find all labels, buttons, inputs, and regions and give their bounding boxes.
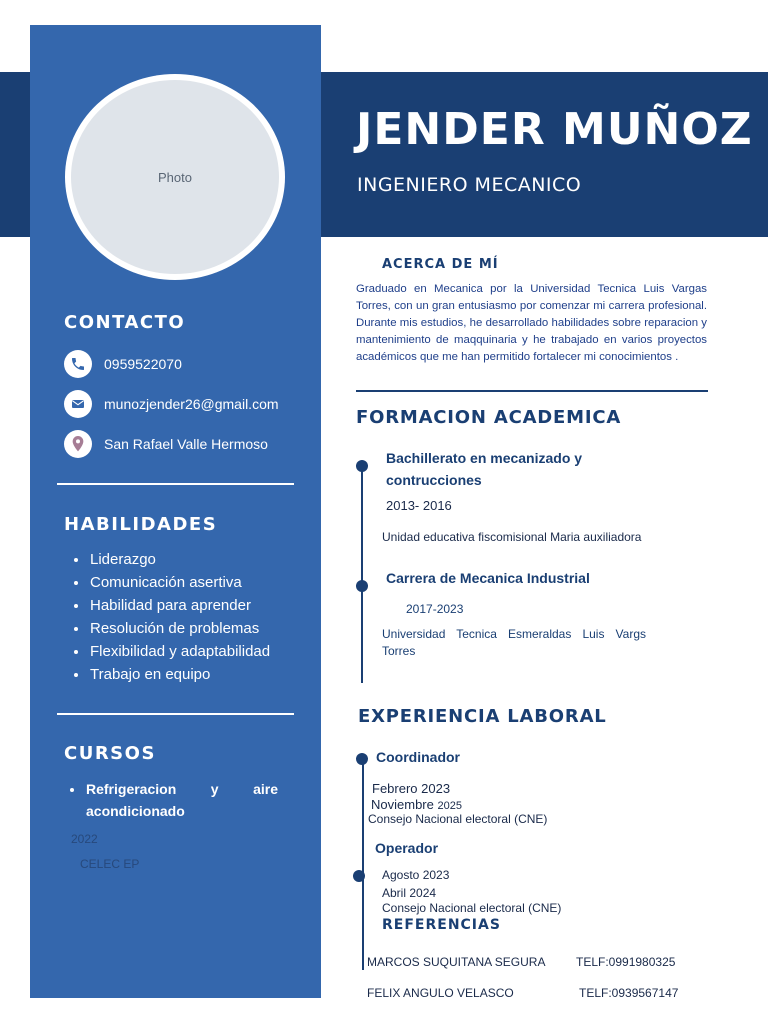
timeline-dot (353, 870, 365, 882)
sidebar-divider (57, 713, 294, 715)
about-heading: ACERCA DE MÍ (382, 257, 499, 272)
contact-address-row (64, 430, 268, 458)
photo-placeholder-label: Photo (158, 169, 192, 185)
experience-heading: EXPERIENCIA LABORAL (358, 706, 607, 727)
job-end: Abril 2024 (382, 886, 437, 900)
job-start: Febrero 2023 (372, 781, 451, 796)
reference-name: FELIX ANGULO VELASCO (367, 986, 514, 1000)
job-role: Coordinador (376, 749, 460, 765)
timeline-dot (356, 753, 368, 765)
course-item (70, 778, 278, 822)
profile-photo-frame (65, 74, 285, 280)
references-heading: REFERENCIAS (382, 917, 501, 933)
job-organization: Consejo Nacional electoral (CNE) (368, 812, 548, 826)
reference-phone: TELF:0939567147 (579, 986, 679, 1000)
reference-name: MARCOS SUQUITANA SEGURA (367, 955, 546, 969)
courses-heading: CURSOS (64, 743, 156, 764)
about-text: Graduado en Mecanica por la Universidad Tecnica Luis Vargas Torres, con un gran entusiasmo por comenzar mi carrera profesional. Durante mis estudios, he desarrollado habilidades sobre reparacion y mantenimiento de maqquinaria y he trabajado en varios proyectos académicos que me han permitido fortalecer mi conocimientos . (356, 283, 707, 363)
education-title: Carrera de Mecanica Industrial (386, 570, 590, 586)
education-years: 2013- 2016 (386, 498, 452, 513)
contact-heading: CONTACTO (64, 312, 186, 333)
course-title-line1: Refrigeracion y aire (86, 781, 278, 797)
job-organization: Consejo Nacional electoral (CNE) (382, 901, 562, 915)
education-timeline (361, 462, 363, 683)
person-name: JENDER MUÑOZ (356, 104, 753, 155)
education-school-line1: Universidad Tecnica Esmeraldas Luis Vargs (382, 627, 646, 641)
address: San Rafael Valle Hermoso (104, 436, 268, 452)
reference-phone: TELF:0991980325 (576, 955, 676, 969)
education-school: Unidad educativa fiscomisional Maria auxiliadora (382, 530, 642, 544)
profile-photo (71, 80, 279, 274)
experience-timeline (362, 760, 364, 970)
job-start: Agosto 2023 (382, 868, 450, 882)
course-year: 2022 (71, 832, 98, 846)
skill-item: Liderazgo (74, 548, 270, 571)
sidebar-divider (57, 483, 294, 485)
contact-email-row (64, 390, 279, 418)
job-end-month: Noviembre (371, 797, 434, 812)
job-role: Operador (375, 840, 439, 856)
education-title-line1: Bachillerato en mecanizado y (386, 450, 583, 466)
timeline-dot (356, 580, 368, 592)
timeline-dot (356, 460, 368, 472)
education-school-line2: Torres (382, 644, 416, 658)
email-icon (64, 390, 92, 418)
skill-item: Habilidad para aprender (74, 594, 270, 617)
skill-item: Comunicación asertiva (74, 571, 270, 594)
course-organization: CELEC EP (80, 857, 140, 871)
education-years: 2017-2023 (406, 602, 464, 616)
location-pin-icon (64, 430, 92, 458)
job-end-year: 2025 (437, 800, 462, 812)
skill-item: Flexibilidad y adaptabilidad (74, 640, 270, 663)
section-divider (356, 390, 708, 392)
phone-icon (64, 350, 92, 378)
education-title-line2: contrucciones (386, 472, 482, 488)
contact-phone-row (64, 350, 182, 378)
education-heading: FORMACION ACADEMICA (356, 407, 622, 428)
job-title: INGENIERO MECANICO (357, 174, 582, 196)
skills-heading: HABILIDADES (64, 514, 218, 535)
course-title-line2: acondicionado (86, 803, 185, 819)
skill-item: Trabajo en equipo (74, 663, 270, 686)
skill-item: Resolución de problemas (74, 617, 270, 640)
email-address: munozjender26@gmail.com (104, 396, 279, 412)
phone-number: 0959522070 (104, 356, 182, 372)
skills-list (74, 548, 270, 686)
